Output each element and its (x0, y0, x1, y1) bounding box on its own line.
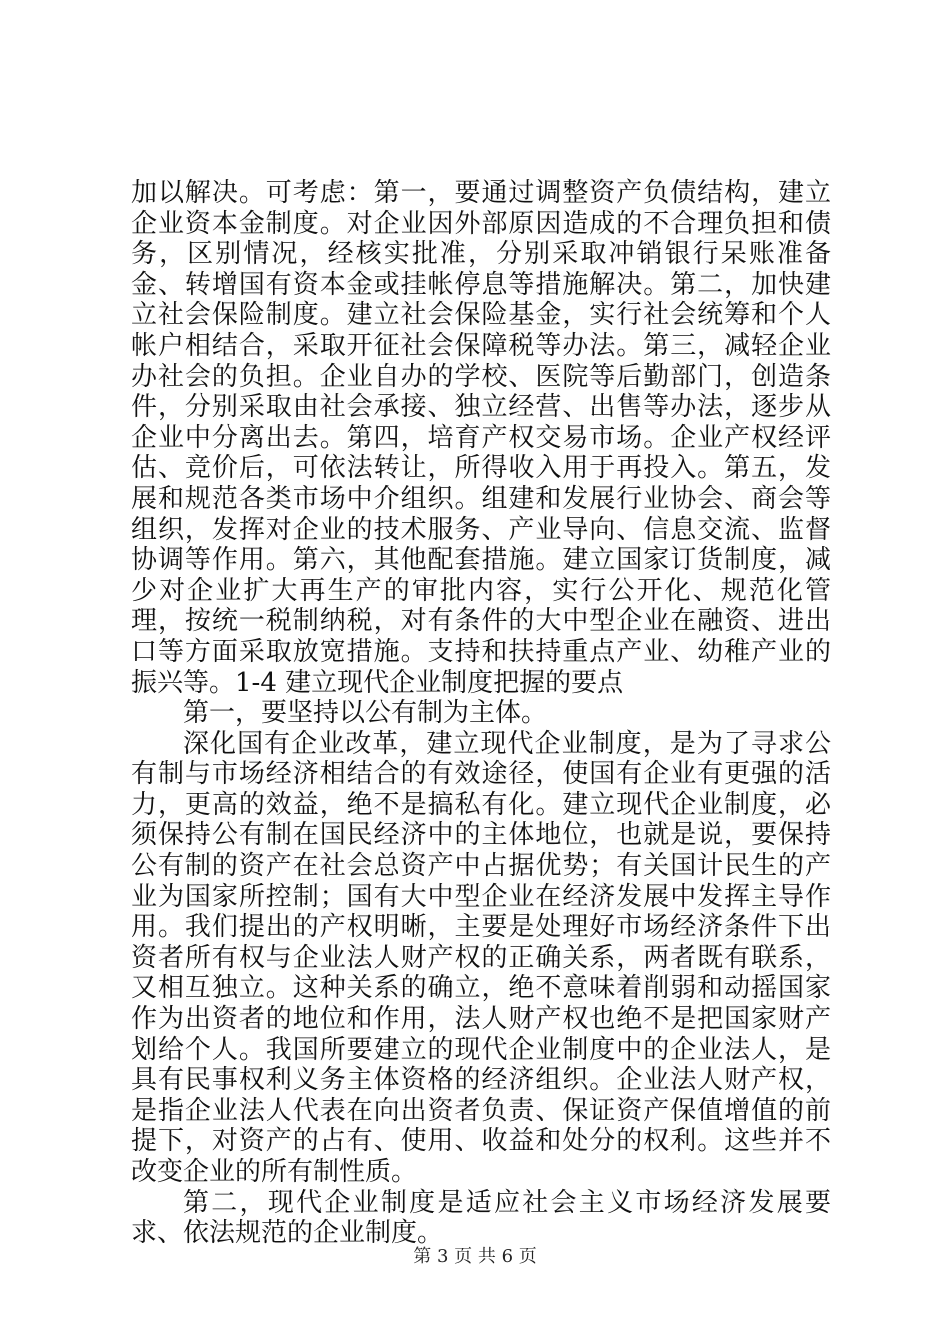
body-text (131, 178, 831, 1249)
paragraph: 深化国有企业改革，建立现代企业制度，是为了寻求公有制与市场经济相结合的有效途径，使国有企业有更强的活力，更高的效益，绝不是搞私有化。建立现代企业制度，必须保持公有制在国民经济中的主体地位，也就是说，要保持公有制的资产在社会总资产中占据优势；有关国计民生的产业为国家所控制；国有大中型企业在经济发展中发挥主导作用。我们提出的产权明晰，主要是处理好市场经济条件下出资者所有权与企业法人财产权的正确关系，两者既有联系，又相互独立。这种关系的确立，绝不意味着削弱和动摇国家作为出资者的地位和作用，法人财产权也绝不是把国家财产划给个人。我国所要建立的现代企业制度中的企业法人，是具有民事权利义务主体资格的经济组织。企业法人财产权，是指企业法人代表在向出资者负责、保证资产保值增值的前提下，对资产的占有、使用、收益和处分的权利。这些并不改变企业的所有制性质。 (131, 728, 831, 1187)
paragraph: 第一，要坚持以公有制为主体。 (183, 698, 548, 729)
paragraph: 第二，现代企业制度是适应社会主义市场经济发展要求、依法规范的企业制度。 (131, 1187, 831, 1249)
page-number: 第 3 页 共 6 页 (413, 1246, 537, 1267)
paragraph: 加以解决。可考虑：第一，要通过调整资产负债结构，建立企业资本金制度。对企业因外部原因造成的不合理负担和债务，区别情况，经核实批准，分别采取冲销银行呆账准备金、转增国有资本金或挂帐停息等措施解决。第二，加快建立社会保险制度。建立社会保险基金，实行社会统筹和个人帐户相结合，采取开征社会保障税等办法。第三，减轻企业办社会的负担。企业自办的学校、医院等后勤部门，创造条件，分别采取由社会承接、独立经营、出售等办法，逐步从企业中分离出去。第四，培育产权交易市场。企业产权经评估、竞价后，可依法转让，所得收入用于再投入。第五，发展和规范各类市场中介组织。组建和发展行业协会、商会等组织，发挥对企业的技术服务、产业导向、信息交流、监督协调等作用。第六，其他配套措施。建立国家订货制度，减少对企业扩大再生产的审批内容，实行公开化、规范化管理，按统一税制纳税，对有条件的大中型企业在融资、进出口等方面采取放宽措施。支持和扶持重点产业、幼稚产业的振兴等。1-4 建立现代企业制度把握的要点 (131, 178, 831, 698)
page-footer (0, 1242, 950, 1268)
